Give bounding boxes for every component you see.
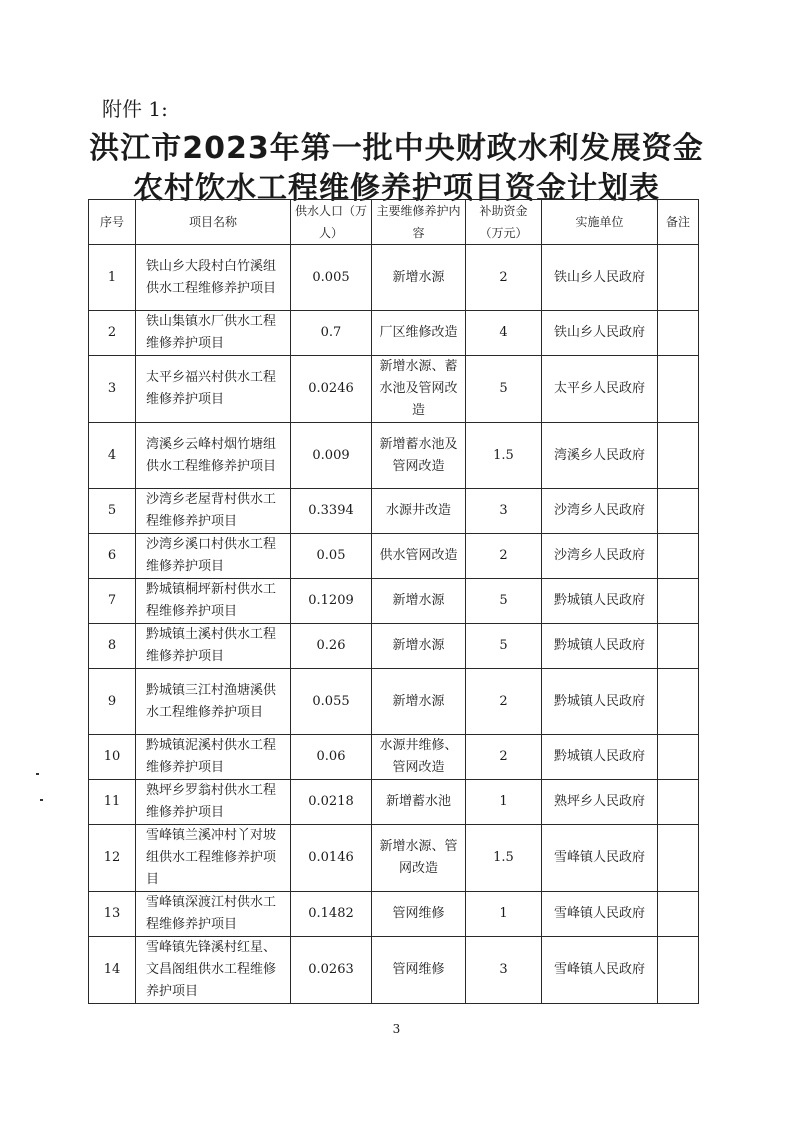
row-no: 9 — [89, 669, 136, 735]
row-population: 0.06 — [291, 735, 372, 780]
row-project-name: 黔城镇桐坪新村供水工程维修养护项目 — [136, 579, 291, 624]
header-project-name: 项目名称 — [136, 200, 291, 245]
row-note — [658, 780, 699, 825]
row-unit: 雪峰镇人民政府 — [542, 892, 658, 937]
row-note — [658, 892, 699, 937]
row-unit: 湾溪乡人民政府 — [542, 423, 658, 489]
row-fund: 5 — [466, 579, 542, 624]
row-fund: 2 — [466, 534, 542, 579]
row-unit: 雪峰镇人民政府 — [542, 937, 658, 1004]
row-project-name: 沙湾乡老屋背村供水工程维修养护项目 — [136, 489, 291, 534]
row-unit: 太平乡人民政府 — [542, 356, 658, 423]
scan-mark — [36, 773, 39, 775]
table-row — [89, 624, 699, 669]
table-row — [89, 892, 699, 937]
row-no: 12 — [89, 825, 136, 892]
row-fund: 1.5 — [466, 825, 542, 892]
table-row — [89, 669, 699, 735]
row-population: 0.055 — [291, 669, 372, 735]
header-content: 主要维修养护内容 — [372, 200, 466, 245]
row-fund: 5 — [466, 624, 542, 669]
row-unit: 铁山乡人民政府 — [542, 311, 658, 356]
table-header-row — [89, 200, 699, 245]
row-project-name: 黔城镇土溪村供水工程维修养护项目 — [136, 624, 291, 669]
row-fund: 3 — [466, 489, 542, 534]
row-fund: 2 — [466, 735, 542, 780]
row-no: 7 — [89, 579, 136, 624]
row-content: 新增蓄水池及管网改造 — [372, 423, 466, 489]
row-fund: 1 — [466, 892, 542, 937]
table-row — [89, 579, 699, 624]
table-row — [89, 735, 699, 780]
row-unit: 雪峰镇人民政府 — [542, 825, 658, 892]
row-population: 0.7 — [291, 311, 372, 356]
row-population: 0.009 — [291, 423, 372, 489]
row-project-name: 雪峰镇兰溪冲村丫对坡组供水工程维修养护项目 — [136, 825, 291, 892]
row-population: 0.0146 — [291, 825, 372, 892]
row-note — [658, 579, 699, 624]
row-project-name: 太平乡福兴村供水工程维修养护项目 — [136, 356, 291, 423]
row-unit: 黔城镇人民政府 — [542, 579, 658, 624]
table-row — [89, 423, 699, 489]
row-population: 0.0263 — [291, 937, 372, 1004]
row-note — [658, 423, 699, 489]
row-content: 厂区维修改造 — [372, 311, 466, 356]
row-note — [658, 669, 699, 735]
row-project-name: 沙湾乡溪口村供水工程维修养护项目 — [136, 534, 291, 579]
row-content: 水源井维修、管网改造 — [372, 735, 466, 780]
table-row — [89, 937, 699, 1004]
row-unit: 沙湾乡人民政府 — [542, 489, 658, 534]
row-population: 0.1209 — [291, 579, 372, 624]
document-title-line1: 洪江市2023年第一批中央财政水利发展资金 — [89, 131, 704, 166]
row-unit: 沙湾乡人民政府 — [542, 534, 658, 579]
row-fund: 1 — [466, 780, 542, 825]
row-note — [658, 311, 699, 356]
row-content: 新增水源 — [372, 579, 466, 624]
row-no: 6 — [89, 534, 136, 579]
row-no: 1 — [89, 245, 136, 311]
row-content: 新增水源、管网改造 — [372, 825, 466, 892]
table-row — [89, 311, 699, 356]
table-row — [89, 489, 699, 534]
row-no: 3 — [89, 356, 136, 423]
row-no: 10 — [89, 735, 136, 780]
row-no: 5 — [89, 489, 136, 534]
row-note — [658, 624, 699, 669]
row-unit: 黔城镇人民政府 — [542, 624, 658, 669]
row-fund: 4 — [466, 311, 542, 356]
row-content: 新增水源 — [372, 669, 466, 735]
header-no: 序号 — [89, 200, 136, 245]
row-content: 新增水源 — [372, 624, 466, 669]
row-unit: 黔城镇人民政府 — [542, 735, 658, 780]
row-note — [658, 937, 699, 1004]
row-content: 管网维修 — [372, 892, 466, 937]
row-note — [658, 534, 699, 579]
table-row — [89, 245, 699, 311]
row-fund: 1.5 — [466, 423, 542, 489]
row-note — [658, 356, 699, 423]
row-no: 2 — [89, 311, 136, 356]
row-fund: 2 — [466, 245, 542, 311]
row-no: 14 — [89, 937, 136, 1004]
row-note — [658, 825, 699, 892]
scan-mark — [40, 799, 43, 801]
header-fund: 补助资金（万元） — [466, 200, 542, 245]
row-population: 0.005 — [291, 245, 372, 311]
row-note — [658, 735, 699, 780]
row-project-name: 熟坪乡罗翁村供水工程维修养护项目 — [136, 780, 291, 825]
row-project-name: 铁山乡大段村白竹溪组供水工程维修养护项目 — [136, 245, 291, 311]
row-no: 13 — [89, 892, 136, 937]
row-population: 0.26 — [291, 624, 372, 669]
row-project-name: 黔城镇泥溪村供水工程维修养护项目 — [136, 735, 291, 780]
table-row — [89, 534, 699, 579]
row-fund: 3 — [466, 937, 542, 1004]
header-note: 备注 — [658, 200, 699, 245]
row-unit: 黔城镇人民政府 — [542, 669, 658, 735]
row-project-name: 黔城镇三江村渔塘溪供水工程维修养护项目 — [136, 669, 291, 735]
row-fund: 5 — [466, 356, 542, 423]
row-content: 新增水源 — [372, 245, 466, 311]
table-row — [89, 825, 699, 892]
fund-plan-table — [88, 199, 699, 1004]
row-project-name: 湾溪乡云峰村烟竹塘组供水工程维修养护项目 — [136, 423, 291, 489]
row-note — [658, 489, 699, 534]
row-unit: 铁山乡人民政府 — [542, 245, 658, 311]
row-no: 4 — [89, 423, 136, 489]
page-number: 3 — [392, 1022, 401, 1036]
row-note — [658, 245, 699, 311]
row-no: 11 — [89, 780, 136, 825]
row-project-name: 雪峰镇先锋溪村红星、文昌阁组供水工程维修养护项目 — [136, 937, 291, 1004]
attachment-label: 附件 1: — [102, 97, 168, 121]
table-row — [89, 780, 699, 825]
row-content: 管网维修 — [372, 937, 466, 1004]
row-content: 水源井改造 — [372, 489, 466, 534]
row-project-name: 铁山集镇水厂供水工程维修养护项目 — [136, 311, 291, 356]
header-unit: 实施单位 — [542, 200, 658, 245]
row-content: 供水管网改造 — [372, 534, 466, 579]
row-population: 0.0218 — [291, 780, 372, 825]
row-population: 0.3394 — [291, 489, 372, 534]
row-population: 0.1482 — [291, 892, 372, 937]
row-no: 8 — [89, 624, 136, 669]
row-population: 0.05 — [291, 534, 372, 579]
row-unit: 熟坪乡人民政府 — [542, 780, 658, 825]
table-row — [89, 356, 699, 423]
row-content: 新增水源、蓄水池及管网改造 — [372, 356, 466, 423]
row-project-name: 雪峰镇深渡江村供水工程维修养护项目 — [136, 892, 291, 937]
row-fund: 2 — [466, 669, 542, 735]
header-population: 供水人口（万人） — [291, 200, 372, 245]
document-title-line2: 农村饮水工程维修养护项目资金计划表 — [133, 171, 660, 206]
row-population: 0.0246 — [291, 356, 372, 423]
row-content: 新增蓄水池 — [372, 780, 466, 825]
